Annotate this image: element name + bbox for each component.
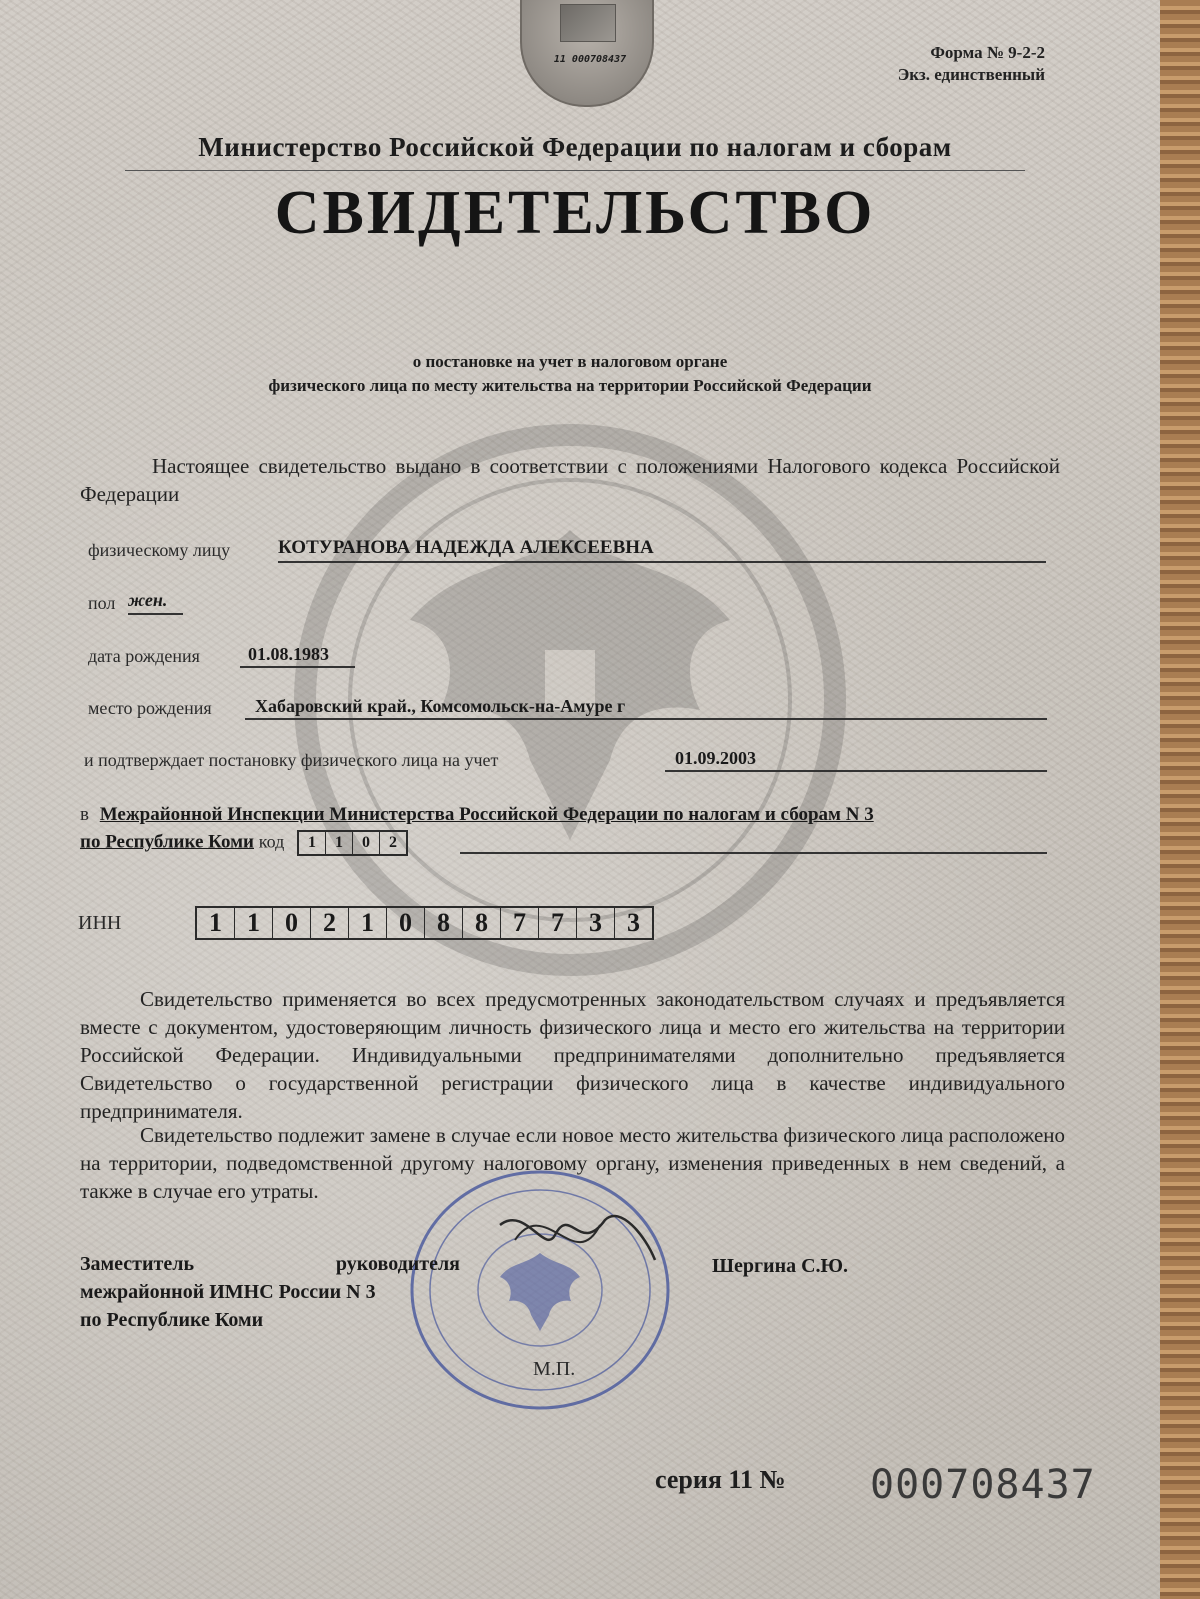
inn-digit: 0 <box>273 908 311 938</box>
code-digit: 2 <box>388 834 397 851</box>
sex-underline <box>128 613 183 615</box>
signature-line-1a: Заместитель <box>80 1253 195 1275</box>
code-digit: 1 <box>299 832 326 854</box>
hologram-number: 11 000708437 <box>553 54 627 65</box>
series-number: 000708437 <box>870 1462 1096 1508</box>
inn-digit: 7 <box>501 908 539 938</box>
birthplace-value: Хабаровский край., Комсомольск-на-Амуре г <box>255 696 626 716</box>
decorative-border <box>1160 0 1200 1599</box>
signature-line-1b: руководителя <box>335 1253 460 1275</box>
field-sex <box>88 593 115 614</box>
ministry-heading: Министерство Российской Федерации по налогам и сборам <box>198 132 952 162</box>
body-paragraph-1: Свидетельство применяется во всех предусмотренных законодательством случаях и предъявляется вместе с документом, удостоверяющим личность физического лица и место его жительства на территории Российской Федерации. Индивидуальными предпринимателями дополнительно предъявляется Свидетельство о государственной регистрации физического лица в качестве индивидуального предпринимателя. <box>80 987 1065 1123</box>
birthplace-label: место рождения <box>88 698 212 718</box>
authority-value-line-1: Межрайонной Инспекции Министерства Российской Федерации по налогам и сборам N 3 <box>99 804 874 825</box>
hologram-seal <box>520 0 654 107</box>
field-person <box>88 540 230 561</box>
registration-underline <box>665 770 1047 772</box>
signature-line-1 <box>80 1250 460 1278</box>
field-authority <box>80 804 874 826</box>
document-title: СВИДЕТЕЛЬСТВО <box>274 179 876 247</box>
birthdate-underline <box>240 666 355 668</box>
authority-value-line-2: по Республике Коми <box>80 831 254 853</box>
person-value: КОТУРАНОВА НАДЕЖДА АЛЕКСЕЕВНА <box>278 537 654 558</box>
inn-digit: 3 <box>577 908 615 938</box>
subtitle-line-2: физического лица по месту жительства на территории Российской Федерации <box>268 376 872 395</box>
field-person-value-wrap <box>278 537 654 559</box>
code-label: код <box>258 831 285 852</box>
intro-paragraph: Настоящее свидетельство выдано в соответствии с положениями Налогового кодекса Российской Федерации <box>80 454 1060 506</box>
person-underline <box>278 561 1046 563</box>
inn-digit: 0 <box>387 908 425 938</box>
person-label: физическому лицу <box>88 540 231 560</box>
ministry-underline <box>125 170 1025 171</box>
inn-label: ИНН <box>78 912 122 934</box>
field-birthplace-value-wrap <box>255 696 625 717</box>
field-birthdate-value-wrap <box>248 644 329 665</box>
authority-prefix: в <box>80 804 89 825</box>
inn-digit: 2 <box>311 908 349 938</box>
registration-value: 01.09.2003 <box>675 748 756 768</box>
birthdate-label: дата рождения <box>88 646 200 666</box>
registration-label: и подтверждает постановку физического лица на учет <box>84 750 499 770</box>
birthplace-underline <box>245 718 1047 720</box>
inn-digit: 3 <box>627 908 640 937</box>
document-subtitle <box>0 350 1140 398</box>
code-boxes <box>297 830 408 856</box>
inn-digit: 8 <box>463 908 501 938</box>
signature-block <box>80 1250 460 1334</box>
field-sex-value-wrap <box>128 590 167 611</box>
field-birthplace <box>88 698 212 719</box>
hologram-square <box>560 4 616 42</box>
signature-line-3: по Республике Коми <box>80 1309 264 1331</box>
field-registration-value-wrap <box>675 748 756 769</box>
inn-digit: 1 <box>349 908 387 938</box>
stamp-place-label: М.П. <box>533 1358 576 1380</box>
birthdate-value: 01.08.1983 <box>248 644 329 664</box>
series-label: серия 11 № <box>655 1465 786 1494</box>
signature-line-2: межрайонной ИМНС России N 3 <box>80 1281 376 1303</box>
field-registration <box>84 750 498 771</box>
field-inn <box>195 906 654 940</box>
authority-underline <box>460 852 1047 854</box>
subtitle-line-1: о постановке на учет в налоговом органе <box>412 352 728 371</box>
inn-digit: 1 <box>197 908 235 938</box>
field-birthdate <box>88 646 200 667</box>
body-paragraph-2: Свидетельство подлежит замене в случае если новое место жительства физического лица расположено на территории, подведомственной другому налоговому органу, изменения приведенных в нем сведений, а также в случае его утраты. <box>80 1123 1065 1203</box>
inn-digit: 8 <box>425 908 463 938</box>
inn-digit: 7 <box>539 908 577 938</box>
inn-digit: 1 <box>235 908 273 938</box>
form-copy: Экз. единственный <box>897 65 1045 84</box>
form-info <box>898 42 1045 86</box>
signer-name: Шергина С.Ю. <box>712 1255 849 1277</box>
form-number: Форма № 9-2-2 <box>930 43 1045 62</box>
field-authority-line-2 <box>80 830 408 856</box>
code-digit: 1 <box>326 832 353 854</box>
sex-value: жен. <box>128 590 168 610</box>
sex-label: пол <box>88 593 116 613</box>
code-digit: 0 <box>353 832 380 854</box>
inn-boxes <box>195 906 654 940</box>
